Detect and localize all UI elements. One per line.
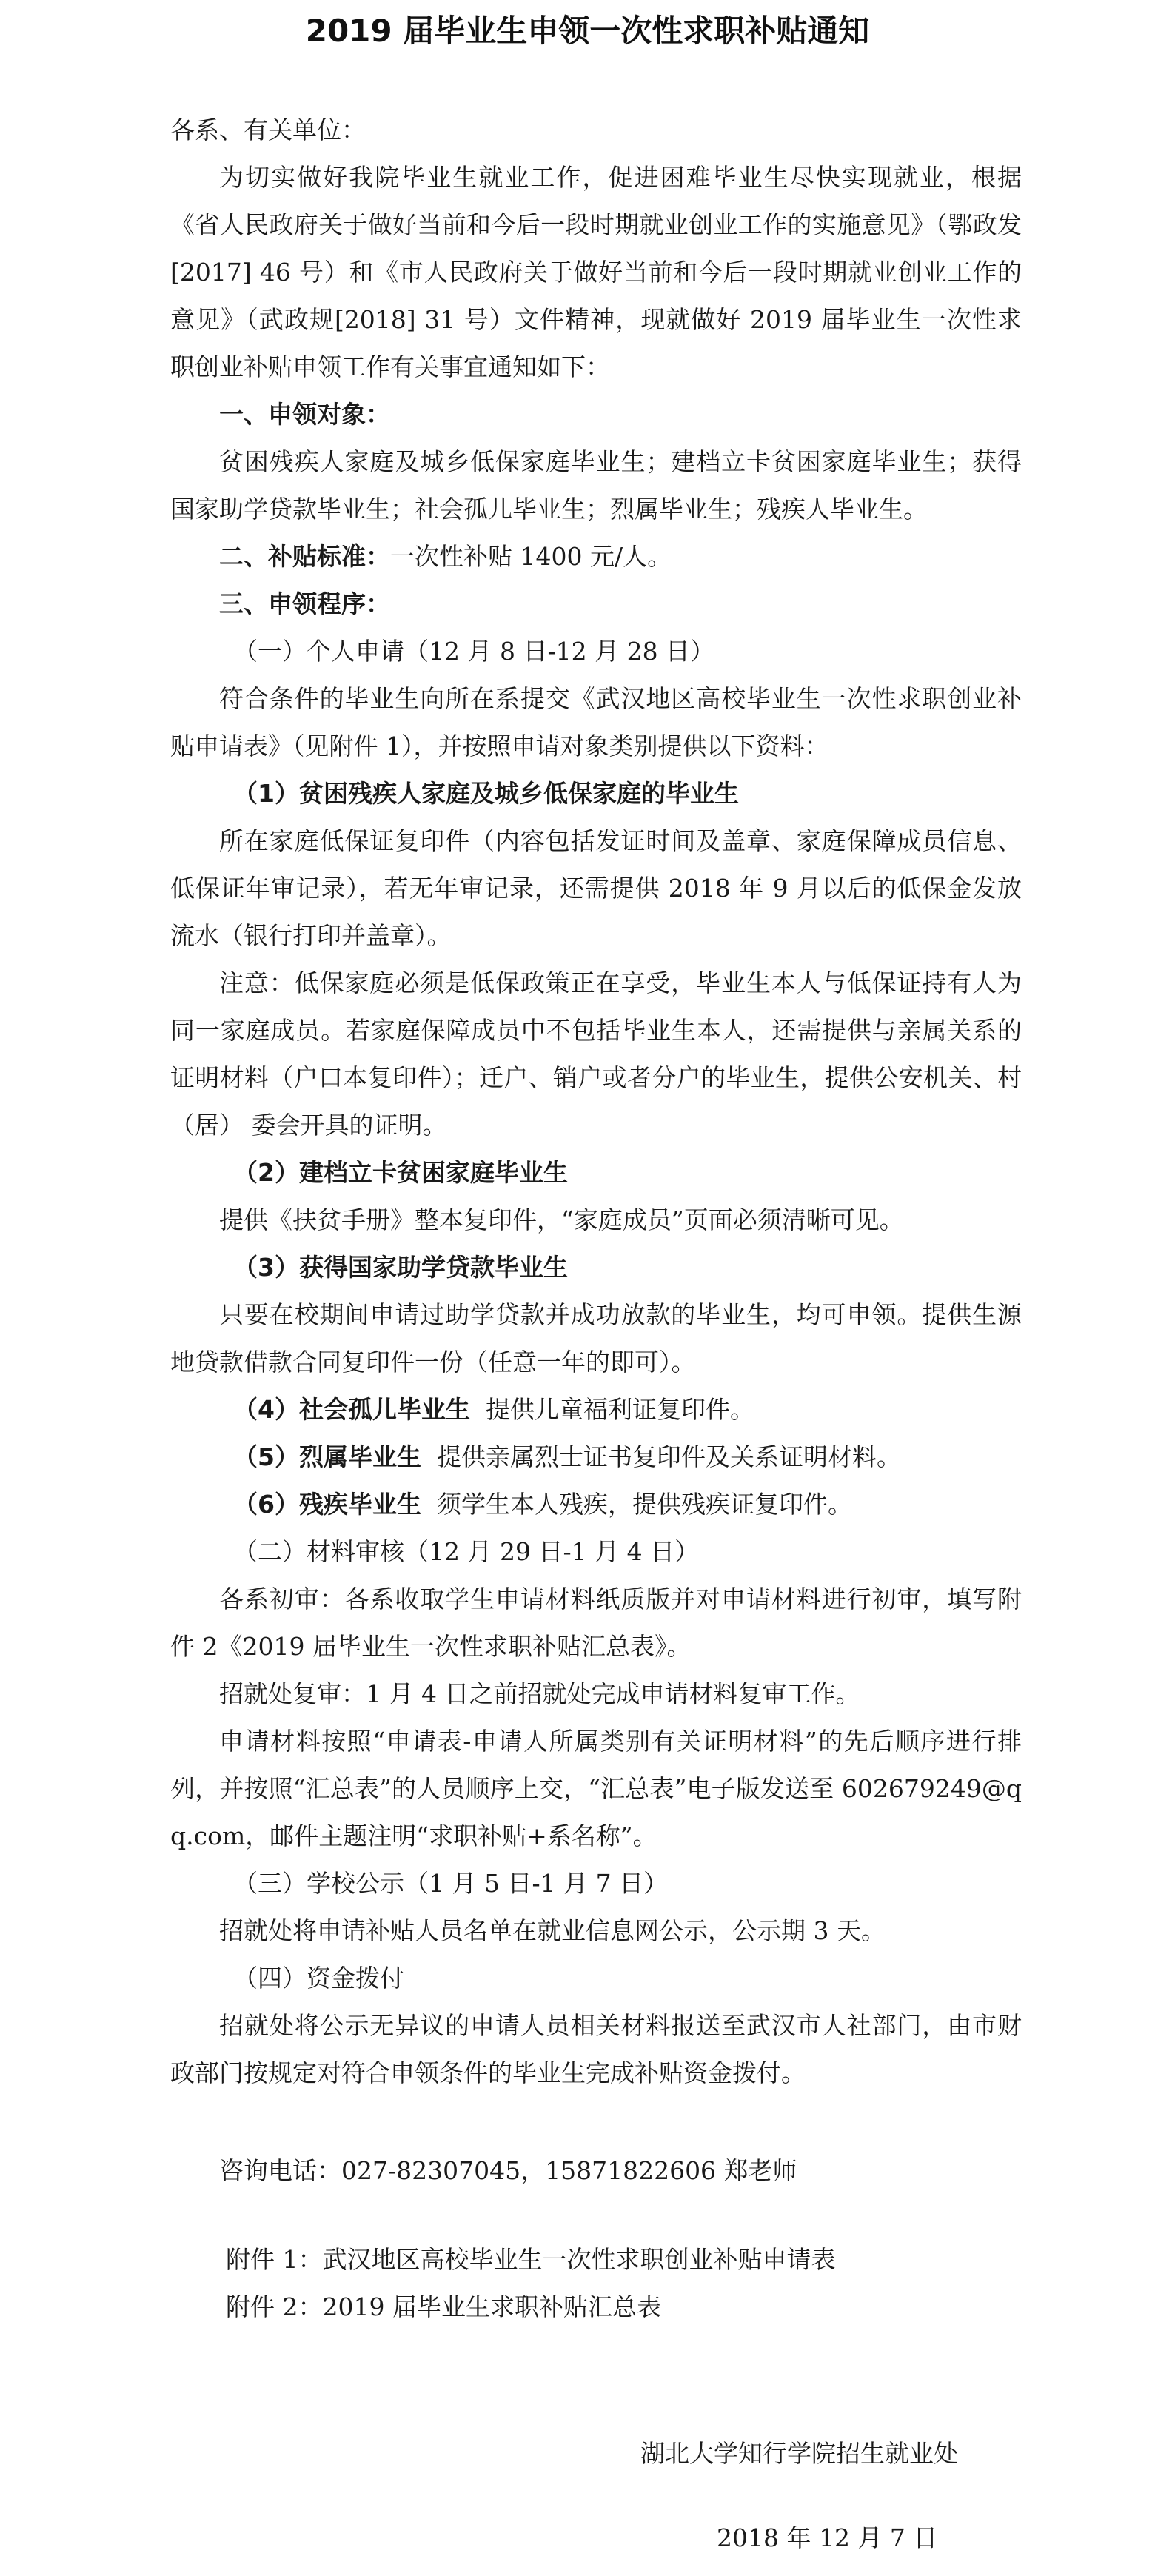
category-4 <box>170 1386 1022 1433</box>
category-6 <box>170 1481 1022 1528</box>
category-6-heading: （6）残疾毕业生 <box>233 1490 421 1519</box>
category-2-text: 提供《扶贫手册》整本复印件，“家庭成员”页面必须清晰可见。 <box>219 1205 904 1234</box>
step-material-review-text-1: 各系初审：各系收取学生申请材料纸质版并对申请材料进行初审，填写附件 2《2019 届毕业生一次性求职补贴汇总表》。 <box>170 1585 1022 1661</box>
salutation: 各系、有关单位： <box>170 116 366 144</box>
category-2 <box>170 1149 1022 1197</box>
step-fund-allocation-text: 招就处将公示无异议的申请人员相关材料报送至武汉市人社部门，由市财政部门按规定对符合申领条件的毕业生完成补贴资金拨付。 <box>170 2011 1022 2087</box>
subsidy-standard-text: 一次性补贴 1400 元/人。 <box>390 542 672 571</box>
category-3 <box>170 1244 1022 1291</box>
section-eligibility <box>170 391 1022 438</box>
attachment-2: 附件 2：2019 届毕业生求职补贴汇总表 <box>226 2292 661 2321</box>
step-school-publicity-text: 招就处将申请补贴人员名单在就业信息网公示，公示期 3 天。 <box>219 1916 886 1945</box>
step-material-review: （二）材料审核（12 月 29 日-1 月 4 日） <box>233 1537 700 1566</box>
eligibility-text: 贫困残疾人家庭及城乡低保家庭毕业生；建档立卡贫困家庭毕业生；获得国家助学贷款毕业生；社会孤儿毕业生；烈属毕业生；残疾人毕业生。 <box>170 447 1022 523</box>
step-material-review-text-2: 招就处复审：1 月 4 日之前招就处完成申请材料复审工作。 <box>219 1679 860 1708</box>
step-personal-application: （一）个人申请（12 月 8 日-12 月 28 日） <box>233 637 715 666</box>
signature-organization: 湖北大学知行学院招生就业处 <box>640 2439 958 2468</box>
section-heading-subsidy: 二、补贴标准： <box>219 542 390 571</box>
category-2-heading: （2）建档立卡贫困家庭毕业生 <box>233 1158 568 1187</box>
step-material-review-text-3: 申请材料按照“申请表-申请人所属类别有关证明材料”的先后顺序进行排列，并按照“汇总表”的人员顺序上交，“汇总表”电子版发送至 602679249@qq.com，邮件主题注明“求职补贴+系名称”。 <box>170 1727 1022 1850</box>
step-personal-application-text: 符合条件的毕业生向所在系提交《武汉地区高校毕业生一次性求职创业补贴申请表》（见附件 1），并按照申请对象类别提供以下资料： <box>170 684 1022 760</box>
category-1-text: 所在家庭低保证复印件（内容包括发证时间及盖章、家庭保障成员信息、低保证年审记录），若无年审记录，还需提供 2018 年 9 月以后的低保金发放流水（银行打印并盖章）。 <box>170 826 1022 950</box>
step-school-publicity: （三）学校公示（1 月 5 日-1 月 7 日） <box>233 1869 669 1898</box>
section-heading-eligibility: 一、申领对象： <box>219 400 390 429</box>
category-5-heading: （5）烈属毕业生 <box>233 1442 421 1471</box>
category-5 <box>170 1433 1022 1481</box>
category-5-text: 提供亲属烈士证书复印件及关系证明材料。 <box>436 1442 901 1471</box>
step-fund-allocation: （四）资金拨付 <box>233 1964 404 1993</box>
contact-phone: 咨询电话：027-82307045，15871822606 郑老师 <box>219 2156 797 2185</box>
section-subsidy-standard <box>170 533 1022 581</box>
attachment-1: 附件 1：武汉地区高校毕业生一次性求职创业补贴申请表 <box>226 2245 836 2274</box>
category-3-heading: （3）获得国家助学贷款毕业生 <box>233 1253 568 1282</box>
category-1 <box>170 770 1022 817</box>
section-procedure <box>170 581 1022 628</box>
category-3-text: 只要在校期间申请过助学贷款并成功放款的毕业生，均可申领。提供生源地贷款借款合同复印件一份（任意一年的即可）。 <box>170 1300 1022 1376</box>
category-1-note: 注意：低保家庭必须是低保政策正在享受，毕业生本人与低保证持有人为同一家庭成员。若家庭保障成员中不包括毕业生本人，还需提供与亲属关系的证明材料（户口本复印件）；迁户、销户或者分户的毕业生，提供公安机关、村（居） 委会开具的证明。 <box>170 968 1022 1140</box>
category-1-heading: （1）贫困残疾人家庭及城乡低保家庭的毕业生 <box>233 779 739 808</box>
category-6-text: 须学生本人残疾，提供残疾证复印件。 <box>436 1490 852 1519</box>
signature-date: 2018 年 12 月 7 日 <box>717 2523 938 2552</box>
page-title: 2019 届毕业生申领一次性求职补贴通知 <box>305 13 870 49</box>
section-heading-procedure: 三、申领程序： <box>219 589 390 618</box>
category-4-heading: （4）社会孤儿毕业生 <box>233 1395 470 1424</box>
intro-paragraph: 为切实做好我院毕业生就业工作，促进困难毕业生尽快实现就业，根据《省人民政府关于做好当前和今后一段时期就业创业工作的实施意见》（鄂政发[2017] 46 号）和《市人民政府关于做好当前和今后一段时期就业创业工作的意见》（武政规[2018] 31 号）文件精神，现就做好 2019 届毕业生一次性求职创业补贴申领工作有关事宜通知如下： <box>170 163 1022 381</box>
category-4-text: 提供儿童福利证复印件。 <box>485 1395 754 1424</box>
notice-body <box>170 107 1022 2331</box>
